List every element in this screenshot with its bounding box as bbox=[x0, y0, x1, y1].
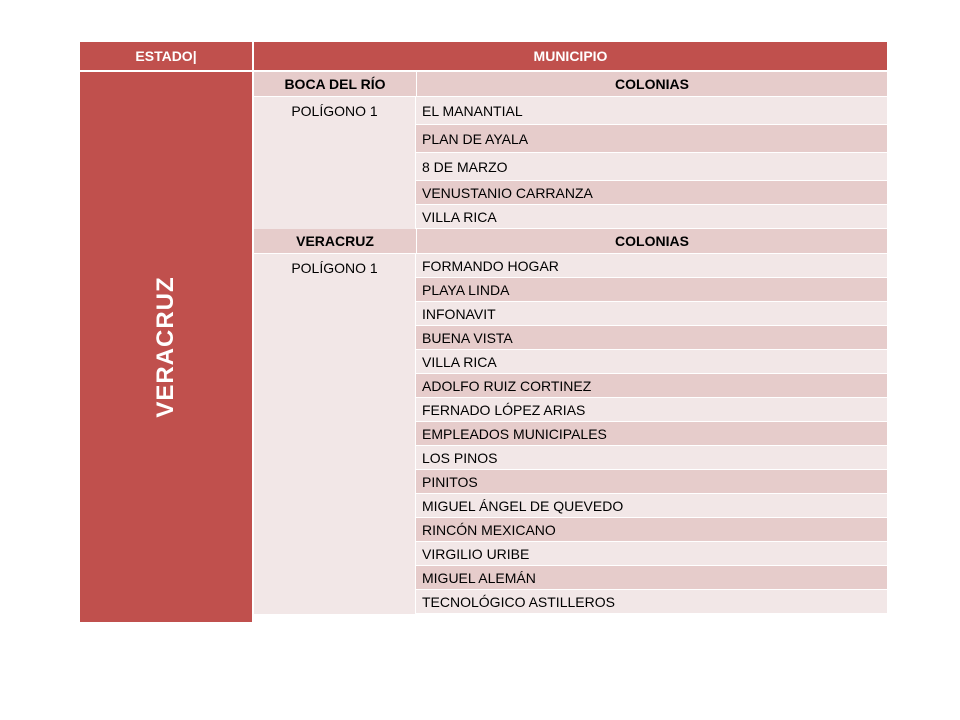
colonia-row: TECNOLÓGICO ASTILLEROS bbox=[416, 590, 887, 614]
poligono-cell: POLÍGONO 1 bbox=[254, 97, 416, 229]
colonias-table bbox=[80, 42, 887, 622]
estado-label: VERACRUZ bbox=[152, 276, 179, 418]
colonia-row: EMPLEADOS MUNICIPALES bbox=[416, 422, 887, 446]
section-header bbox=[254, 72, 887, 97]
colonia-row: VILLA RICA bbox=[416, 350, 887, 374]
colonia-row: RINCÓN MEXICANO bbox=[416, 518, 887, 542]
municipio-name: BOCA DEL RÍO bbox=[254, 72, 417, 96]
colonias-header: COLONIAS bbox=[615, 233, 689, 249]
colonia-row: FORMANDO HOGAR bbox=[416, 254, 887, 278]
colonia-row: FERNADO LÓPEZ ARIAS bbox=[416, 398, 887, 422]
colonia-row: ADOLFO RUIZ CORTINEZ bbox=[416, 374, 887, 398]
table-body bbox=[80, 72, 887, 622]
colonia-row: INFONAVIT bbox=[416, 302, 887, 326]
colonia-row: VIRGILIO URIBE bbox=[416, 542, 887, 566]
colonias-list bbox=[416, 97, 887, 229]
colonia-row: EL MANANTIAL bbox=[416, 97, 887, 125]
colonia-row: PLAYA LINDA bbox=[416, 278, 887, 302]
section-header bbox=[254, 229, 887, 254]
header-estado: ESTADO| bbox=[80, 42, 254, 70]
table-header bbox=[80, 42, 887, 70]
colonia-row: MIGUEL ALEMÁN bbox=[416, 566, 887, 590]
section-body bbox=[254, 254, 887, 614]
colonia-row: LOS PINOS bbox=[416, 446, 887, 470]
colonias-header: COLONIAS bbox=[615, 76, 689, 92]
header-municipio: MUNICIPIO bbox=[254, 42, 887, 70]
colonia-row: BUENA VISTA bbox=[416, 326, 887, 350]
section-body bbox=[254, 97, 887, 229]
colonias-list bbox=[416, 254, 887, 614]
colonia-row: VILLA RICA bbox=[416, 205, 887, 229]
colonia-row: VENUSTANIO CARRANZA bbox=[416, 181, 887, 205]
estado-cell bbox=[80, 72, 254, 622]
municipio-name: VERACRUZ bbox=[254, 229, 417, 253]
colonia-row: PINITOS bbox=[416, 470, 887, 494]
colonia-row: MIGUEL ÁNGEL DE QUEVEDO bbox=[416, 494, 887, 518]
colonia-row: 8 DE MARZO bbox=[416, 153, 887, 181]
municipio-column bbox=[254, 72, 887, 622]
poligono-cell: POLÍGONO 1 bbox=[254, 254, 416, 614]
colonia-row: PLAN DE AYALA bbox=[416, 125, 887, 153]
